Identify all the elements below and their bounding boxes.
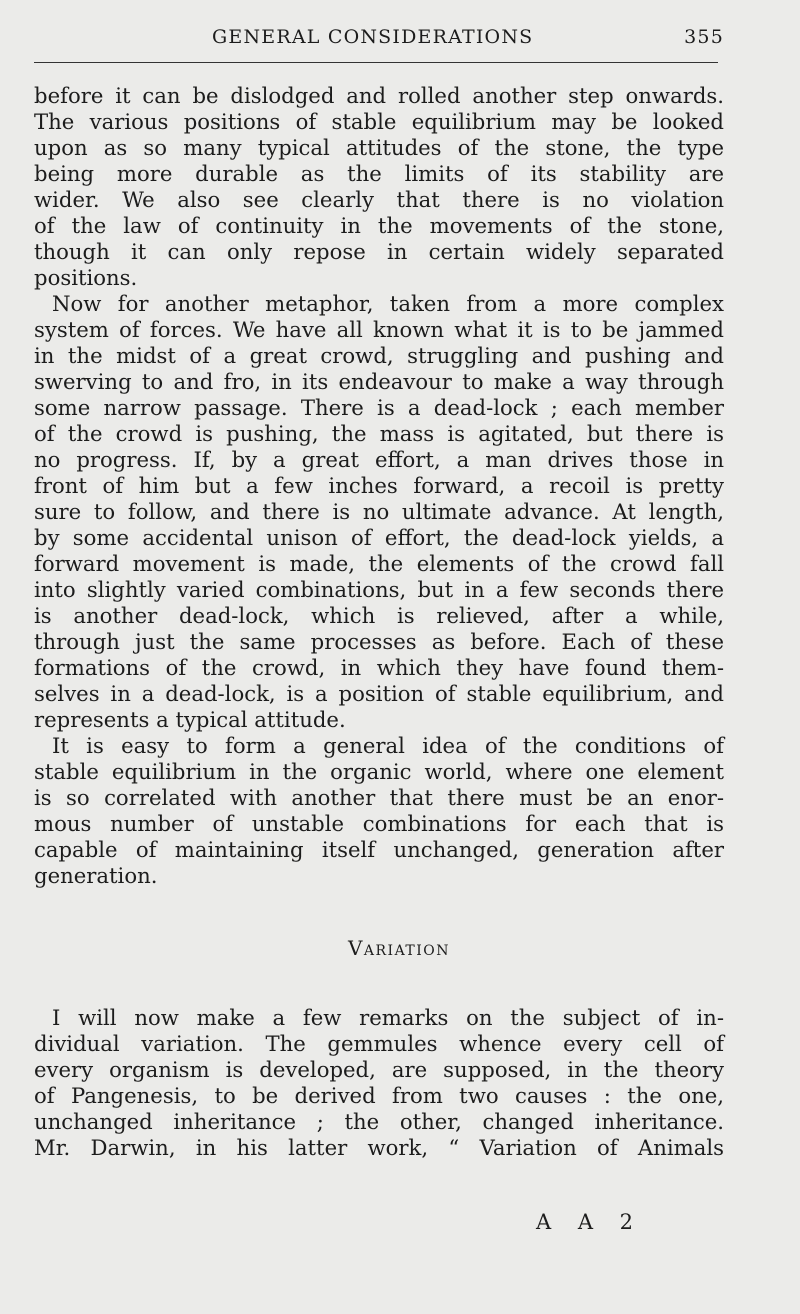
text-line: every organism is developed, are supposed, in the theory bbox=[34, 1057, 724, 1082]
section-heading: Variation bbox=[347, 936, 451, 960]
text-line: sure to follow, and there is no ultimate advance. At length, bbox=[34, 499, 724, 524]
text-line: being more durable as the limits of its stability are bbox=[34, 161, 724, 186]
text-line: of the law of continuity in the movements of the stone, bbox=[34, 213, 724, 238]
body-text bbox=[34, 83, 724, 1161]
text-line: though it can only repose in certain widely separated bbox=[34, 239, 724, 264]
text-line: upon as so many typical attitudes of the stone, the type bbox=[34, 135, 724, 160]
text-line: swerving to and fro, in its endeavour to make a way through bbox=[34, 369, 724, 394]
text-line: formations of the crowd, in which they have found them- bbox=[34, 655, 724, 680]
text-line: is another dead-lock, which is relieved, after a while, bbox=[34, 603, 724, 628]
text-line: is so correlated with another that there must be an enor- bbox=[34, 785, 724, 810]
text-line: before it can be dislodged and rolled another step onwards. bbox=[34, 83, 724, 108]
text-line: through just the same processes as before. Each of these bbox=[34, 629, 724, 654]
text-line: Mr. Darwin, in his latter work, “ Variation of Animals bbox=[34, 1135, 724, 1160]
text-line: represents a typical attitude. bbox=[34, 707, 346, 732]
text-line: It is easy to form a general idea of the conditions of bbox=[52, 733, 724, 758]
text-line: The various positions of stable equilibrium may be looked bbox=[34, 109, 724, 134]
paragraph-2 bbox=[34, 291, 724, 733]
text-line: of the crowd is pushing, the mass is agitated, but there is bbox=[34, 421, 724, 446]
text-line: some narrow passage. There is a dead-lock ; each member bbox=[34, 395, 724, 420]
text-line: into slightly varied combinations, but in a few seconds there bbox=[34, 577, 724, 602]
text-line: unchanged inheritance ; the other, changed inheritance. bbox=[34, 1109, 724, 1134]
text-line: mous number of unstable combinations for each that is bbox=[34, 811, 724, 836]
text-line: selves in a dead-lock, is a position of stable equilibrium, and bbox=[34, 681, 724, 706]
text-line: forward movement is made, the elements of the crowd fall bbox=[34, 551, 724, 576]
text-line: of Pangenesis, to be derived from two causes : the one, bbox=[34, 1083, 724, 1108]
text-line: capable of maintaining itself unchanged, generation after bbox=[34, 837, 724, 862]
header-rule bbox=[34, 62, 718, 63]
text-line: system of forces. We have all known what it is to be jammed bbox=[34, 317, 724, 342]
text-line: in the midst of a great crowd, struggling and pushing and bbox=[34, 343, 724, 368]
text-line: I will now make a few remarks on the subject of in- bbox=[52, 1005, 724, 1030]
paragraph-1 bbox=[34, 83, 724, 291]
text-line: front of him but a few inches forward, a recoil is pretty bbox=[34, 473, 724, 498]
page-number: 355 bbox=[684, 26, 724, 48]
text-line: by some accidental unison of effort, the dead-lock yields, a bbox=[34, 525, 724, 550]
text-line: stable equilibrium in the organic world, where one element bbox=[34, 759, 724, 784]
paragraph-4 bbox=[34, 1005, 724, 1161]
text-line: wider. We also see clearly that there is no violation bbox=[34, 187, 724, 212]
running-head-title: GENERAL CONSIDERATIONS bbox=[212, 26, 534, 48]
paragraph-3 bbox=[34, 733, 724, 889]
text-line: Now for another metaphor, taken from a more complex bbox=[52, 291, 724, 316]
signature-mark: A A 2 bbox=[536, 1210, 644, 1234]
text-line: dividual variation. The gemmules whence every cell of bbox=[34, 1031, 724, 1056]
text-line: no progress. If, by a great effort, a man drives those in bbox=[34, 447, 724, 472]
text-line: positions. bbox=[34, 265, 138, 290]
running-head bbox=[34, 20, 724, 50]
text-line: generation. bbox=[34, 863, 158, 888]
